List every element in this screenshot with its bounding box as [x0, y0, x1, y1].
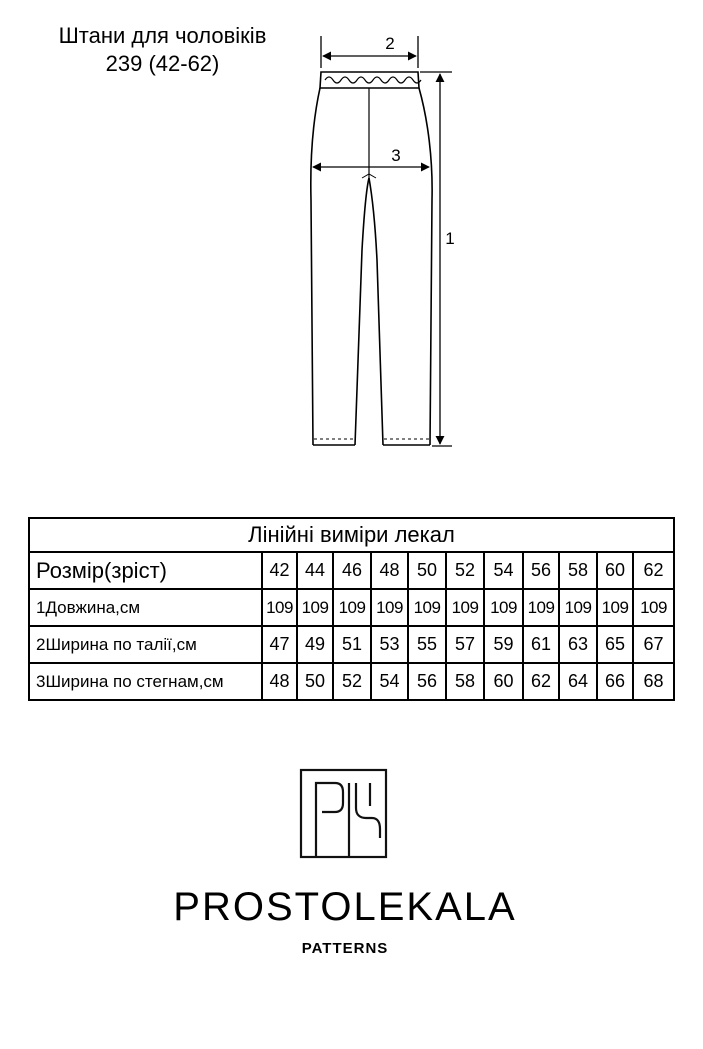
table-caption-row: [29, 518, 674, 552]
length-row-label: 1Довжина,см: [29, 589, 262, 626]
hip-cell: 50: [297, 663, 333, 700]
length-cell: 109: [408, 589, 446, 626]
dimension-label-waist: 2: [385, 34, 395, 53]
measurements-table-wrap: [28, 517, 673, 701]
hip-cell: 66: [597, 663, 633, 700]
length-cell: 109: [446, 589, 484, 626]
size-cell: 62: [633, 552, 674, 589]
size-cell: 48: [371, 552, 408, 589]
table-row: [29, 589, 674, 626]
brand-name: PROSTOLEKALA: [173, 885, 517, 929]
length-cell: 109: [559, 589, 597, 626]
waist-cell: 55: [408, 626, 446, 663]
dimension-label-length: 1: [445, 229, 455, 248]
hip-cell: 54: [371, 663, 408, 700]
hip-cell: 48: [262, 663, 297, 700]
hip-cell: 58: [446, 663, 484, 700]
size-cell: 52: [446, 552, 484, 589]
pants-technical-drawing: [0, 0, 703, 500]
size-cell: 42: [262, 552, 297, 589]
length-cell: 109: [484, 589, 523, 626]
pattern-size-range: 239 (42-62): [105, 51, 220, 76]
length-cell: 109: [262, 589, 297, 626]
table-row: [29, 626, 674, 663]
waist-cell: 57: [446, 626, 484, 663]
size-cell: 58: [559, 552, 597, 589]
dimension-label-hip: 3: [391, 146, 401, 165]
length-cell: 109: [597, 589, 633, 626]
hip-cell: 52: [333, 663, 371, 700]
hip-cell: 64: [559, 663, 597, 700]
size-cell: 50: [408, 552, 446, 589]
size-row-label: Розмір(зріст): [29, 552, 262, 589]
pattern-title: Штани для чоловіків: [58, 23, 267, 48]
length-cell: 109: [523, 589, 559, 626]
table-caption: Лінійні виміри лекал: [29, 518, 674, 552]
waist-cell: 49: [297, 626, 333, 663]
waist-cell: 59: [484, 626, 523, 663]
pants-outline: [311, 72, 432, 445]
size-cell: 46: [333, 552, 371, 589]
size-cell: 44: [297, 552, 333, 589]
length-cell: 109: [333, 589, 371, 626]
hip-cell: 56: [408, 663, 446, 700]
waist-cell: 67: [633, 626, 674, 663]
table-row: [29, 663, 674, 700]
hip-row-label: 3Ширина по стегнам,см: [29, 663, 262, 700]
waist-cell: 63: [559, 626, 597, 663]
waist-cell: 53: [371, 626, 408, 663]
size-cell: 60: [597, 552, 633, 589]
waist-cell: 47: [262, 626, 297, 663]
waist-cell: 61: [523, 626, 559, 663]
size-cell: 54: [484, 552, 523, 589]
length-cell: 109: [371, 589, 408, 626]
size-cell: 56: [523, 552, 559, 589]
length-cell: 109: [297, 589, 333, 626]
waist-row-label: 2Ширина по талії,см: [29, 626, 262, 663]
hip-cell: 62: [523, 663, 559, 700]
table-row: [29, 552, 674, 589]
hip-cell: 68: [633, 663, 674, 700]
waist-cell: 65: [597, 626, 633, 663]
waist-cell: 51: [333, 626, 371, 663]
brand-tagline: PATTERNS: [301, 940, 389, 957]
measurements-table: [28, 517, 675, 701]
length-cell: 109: [633, 589, 674, 626]
hip-cell: 60: [484, 663, 523, 700]
